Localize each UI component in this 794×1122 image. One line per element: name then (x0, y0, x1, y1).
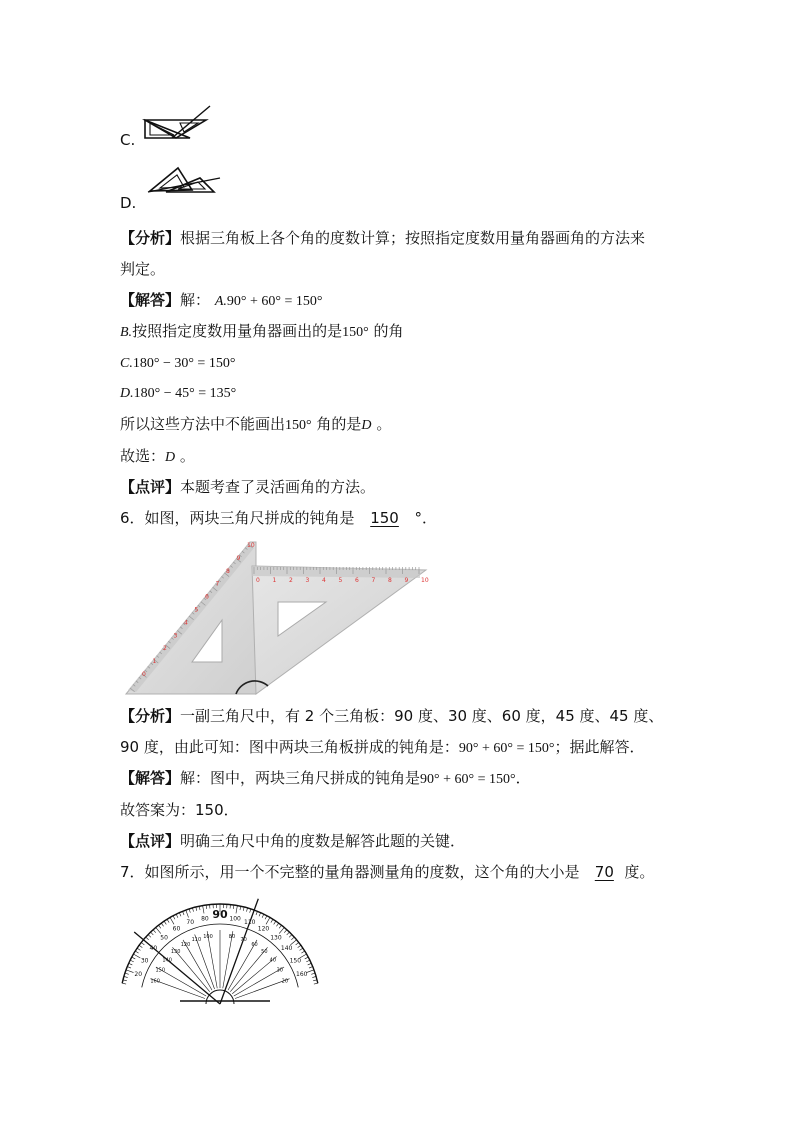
option-c-label: C. (120, 131, 136, 149)
protractor-outer-label: 60 (172, 925, 181, 933)
q6-question-end: °． (414, 509, 438, 527)
protractor-outer-label: 140 (280, 945, 293, 953)
ruler-number: 3 (173, 632, 178, 640)
q6-analysis-cont (120, 737, 644, 759)
ruler-number: 1 (272, 577, 277, 584)
q5-line-c (120, 354, 235, 374)
analysis-text-2: 90 度，由此可知：图中两块三角板拼成的钝角是： (120, 738, 459, 756)
solution-tag: 【解答】 (120, 291, 181, 309)
ruler-number: 7 (215, 580, 220, 588)
q5-conclusion (120, 414, 391, 436)
ruler-number: 9 (404, 577, 409, 584)
protractor-outer-label: 70 (186, 919, 195, 927)
line-a-letter: A. (214, 294, 227, 309)
conclusion-letter: D (361, 418, 372, 433)
analysis-expr: 90° + 60° = 150° (458, 741, 555, 756)
protractor-inner-label: 40 (269, 957, 277, 964)
ruler-number: 6 (355, 577, 359, 584)
ruler-number: 2 (289, 577, 293, 584)
q6-analysis (120, 706, 663, 726)
conclusion-end: 。 (376, 415, 392, 433)
q5-choice (120, 446, 195, 468)
ruler-number: 0 (142, 671, 146, 678)
q5-line-b (120, 321, 403, 343)
q7-question (120, 862, 654, 882)
solution-tag: 【解答】 (120, 769, 181, 787)
option-d-label: D. (120, 194, 137, 212)
protractor-figure (120, 888, 325, 1006)
ruler-number: 10 (421, 577, 429, 584)
q5-analysis (120, 228, 645, 248)
protractor-inner-label: 20 (281, 978, 289, 985)
q6-question (120, 508, 437, 528)
protractor-outer-label: 40 (149, 945, 158, 953)
line-b-value: 150° (342, 325, 369, 340)
ruler-number: 9 (236, 554, 241, 562)
q5-comment (120, 477, 375, 497)
protractor-inner-label: 130 (170, 949, 181, 956)
protractor-outer-label: 110 (244, 919, 256, 927)
conclusion-text-2: 角的是 (316, 415, 362, 433)
analysis-text: 根据三角板上各个角的度数计算；按照指定度数用量角器画角的方法来 (180, 229, 646, 247)
ruler-number: 8 (388, 577, 392, 584)
protractor-inner-label: 30 (276, 967, 283, 974)
analysis-tag: 【分析】 (120, 707, 181, 725)
comment-tag: 【点评】 (120, 478, 181, 496)
line-b-letter: B. (120, 325, 133, 340)
option-d-figure (142, 166, 222, 198)
solution-prefix: 解： (180, 291, 211, 309)
q6-solution (120, 768, 531, 790)
q7-question-end: 度。 (624, 863, 655, 881)
choice-letter: D (165, 450, 176, 465)
solution-end: ． (515, 769, 531, 787)
q7-question-text: 7．如图所示，用一个不完整的量角器测量角的度数，这个角的大小是 (120, 863, 580, 881)
protractor-inner-label: 110 (191, 937, 202, 944)
ruler-number: 5 (338, 577, 343, 584)
protractor-center-label: 90 (212, 908, 228, 921)
q6-answer-blank: 150 (370, 509, 399, 527)
protractor-inner-label: 60 (251, 942, 258, 949)
protractor-outer-label: 160 (296, 971, 308, 979)
protractor-inner-label: 50 (261, 949, 268, 956)
protractor-outer-label: 20 (134, 971, 143, 979)
comment-tag: 【点评】 (120, 832, 181, 850)
protractor-outer-label: 150 (289, 957, 302, 965)
solution-expr: 90° + 60° = 150° (420, 772, 516, 787)
protractor-inner-label: 100 (203, 934, 213, 941)
q5-line-d (120, 384, 236, 404)
set-squares-figure (120, 536, 430, 698)
q6-final-answer: 故答案为：150． (120, 801, 239, 819)
protractor-outer-label: 130 (270, 934, 282, 942)
protractor-outer-label: 50 (160, 934, 168, 942)
line-d-expr: 180° − 45° = 135° (133, 386, 237, 401)
ruler-number: 4 (322, 577, 326, 584)
q7-answer-blank: 70 (594, 863, 614, 881)
solution-text: 解：图中，两块三角尺拼成的钝角是 (180, 769, 421, 787)
conclusion-value: 150° (285, 418, 312, 433)
conclusion-text: 所以这些方法中不能画出 (120, 415, 286, 433)
line-b-text-end: 的角 (373, 322, 404, 340)
ruler-number: 1 (152, 658, 157, 666)
ruler-number: 3 (305, 577, 310, 584)
comment-text: 本题考查了灵活画角的方法。 (180, 478, 376, 496)
choice-text: 故选： (120, 447, 166, 465)
protractor-inner-label: 140 (162, 957, 172, 964)
protractor-inner-label: 150 (155, 967, 166, 974)
protractor-outer-label: 100 (229, 915, 241, 923)
choice-end: 。 (179, 447, 195, 465)
analysis-text: 一副三角尺中，有 2 个三角板：90 度、30 度、60 度，45 度、45 度、 (180, 707, 664, 725)
line-c-expr: 180° − 30° = 150° (132, 356, 236, 371)
protractor-inner-label: 120 (180, 942, 191, 949)
ruler-number: 0 (256, 577, 260, 584)
q5-solution (120, 290, 322, 312)
q6-comment (120, 831, 465, 851)
ruler-number: 8 (226, 567, 230, 575)
protractor-outer-label: 120 (257, 925, 270, 933)
protractor-inner-label: 160 (150, 978, 160, 985)
ruler-number: 4 (184, 619, 188, 627)
line-b-text: 按照指定度数用量角器画出的是 (132, 322, 343, 340)
protractor-inner-label: 70 (240, 937, 247, 944)
line-a-expr: 90° + 60° = 150° (226, 294, 323, 309)
analysis-text-3: ；据此解答． (554, 738, 645, 756)
comment-text: 明确三角尺中角的度数是解答此题的关键． (180, 832, 466, 850)
protractor-outer-label: 80 (201, 915, 209, 923)
ruler-number: 6 (205, 593, 209, 601)
q6-question-text: 6．如图，两块三角尺拼成的钝角是 (120, 509, 355, 527)
q5-analysis-cont: 判定。 (120, 260, 166, 278)
line-c-letter: C. (120, 356, 133, 371)
line-d-letter: D. (120, 386, 134, 401)
protractor-inner-label: 80 (228, 934, 236, 941)
ruler-number: 5 (194, 606, 199, 614)
ruler-number: 7 (371, 577, 376, 584)
protractor-outer-label: 30 (140, 957, 149, 965)
ruler-number: 10 (247, 542, 255, 549)
analysis-tag: 【分析】 (120, 229, 181, 247)
option-c-figure (142, 104, 214, 146)
ruler-number: 2 (163, 645, 167, 653)
